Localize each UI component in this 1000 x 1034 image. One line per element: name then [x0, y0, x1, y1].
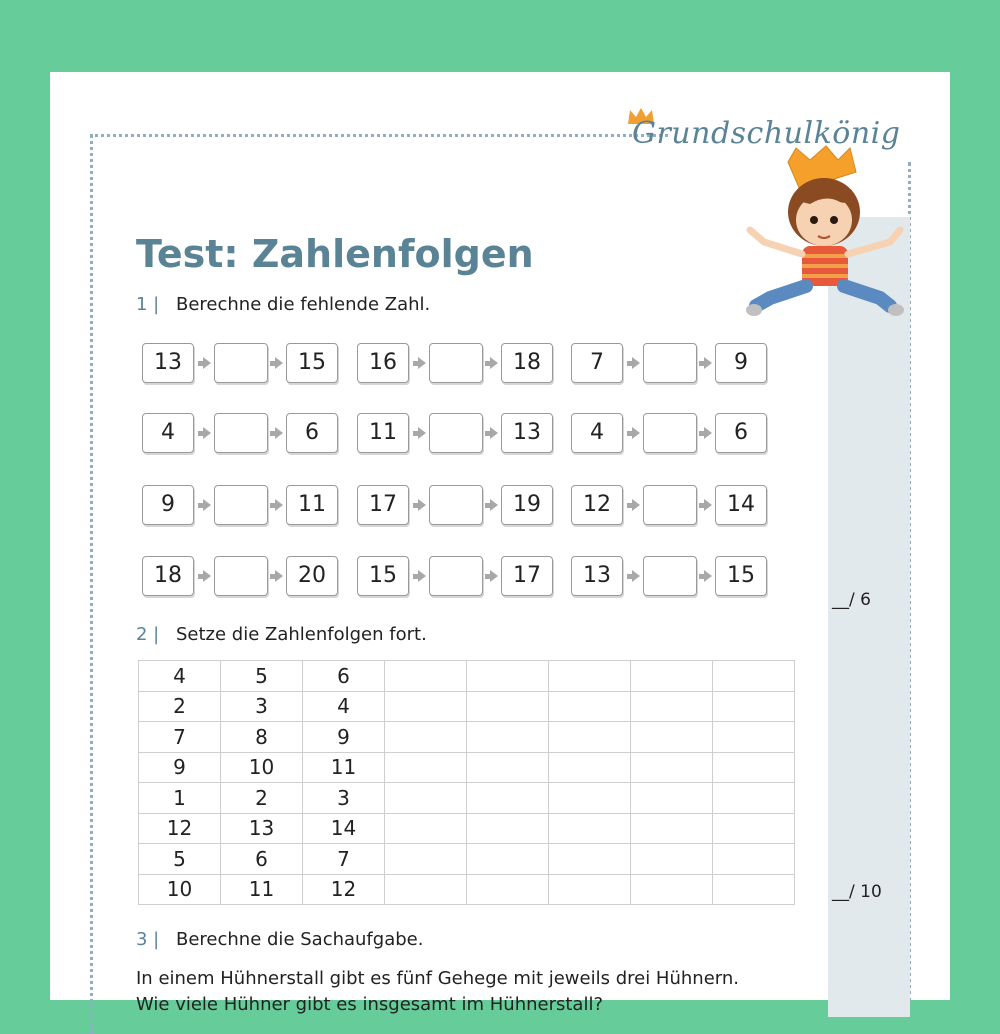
answer-box[interactable]	[643, 343, 697, 383]
arrow-right-icon	[275, 427, 283, 439]
number-box: 13	[571, 556, 623, 596]
answer-cell[interactable]	[385, 752, 467, 783]
word-problem-line-1: In einem Hühnerstall gibt es fünf Gehege mit jeweils drei Hühnern.	[136, 968, 739, 989]
sequence-table	[138, 660, 795, 905]
number-box: 4	[571, 413, 623, 453]
answer-cell[interactable]	[467, 813, 549, 844]
given-number-cell: 9	[139, 752, 221, 783]
dotted-border-top	[90, 134, 668, 137]
answer-cell[interactable]	[631, 661, 713, 692]
arrow-right-icon	[275, 499, 283, 511]
answer-cell[interactable]	[713, 844, 795, 875]
answer-cell[interactable]	[631, 783, 713, 814]
table-row	[139, 844, 795, 875]
task-2-number: 2 |	[136, 624, 160, 645]
task-3-heading	[136, 929, 423, 950]
task-2-text: Setze die Zahlenfolgen fort.	[176, 624, 427, 645]
given-number-cell: 7	[139, 722, 221, 753]
answer-cell[interactable]	[713, 874, 795, 905]
answer-cell[interactable]	[631, 844, 713, 875]
arrow-right-icon	[490, 427, 498, 439]
given-number-cell: 12	[139, 813, 221, 844]
given-number-cell: 6	[221, 844, 303, 875]
arrow-right-icon	[632, 427, 640, 439]
given-number-cell: 11	[221, 874, 303, 905]
answer-cell[interactable]	[713, 752, 795, 783]
given-number-cell: 13	[221, 813, 303, 844]
arrow-right-icon	[203, 570, 211, 582]
answer-cell[interactable]	[467, 722, 549, 753]
number-box: 15	[715, 556, 767, 596]
arrow-right-icon	[704, 357, 712, 369]
arrow-right-icon	[704, 499, 712, 511]
given-number-cell: 9	[303, 722, 385, 753]
answer-cell[interactable]	[467, 691, 549, 722]
answer-cell[interactable]	[549, 661, 631, 692]
arrow-right-icon	[490, 499, 498, 511]
answer-box[interactable]	[214, 413, 268, 453]
number-box: 17	[357, 485, 409, 525]
answer-cell[interactable]	[631, 722, 713, 753]
answer-cell[interactable]	[549, 691, 631, 722]
given-number-cell: 4	[139, 661, 221, 692]
answer-box[interactable]	[429, 556, 483, 596]
number-box: 16	[357, 343, 409, 383]
brand-logo: Grundschulkönig	[632, 116, 901, 151]
answer-cell[interactable]	[467, 752, 549, 783]
table-row	[139, 813, 795, 844]
given-number-cell: 6	[303, 661, 385, 692]
dotted-border-left	[90, 134, 93, 1034]
table-row	[139, 752, 795, 783]
arrow-right-icon	[632, 570, 640, 582]
answer-cell[interactable]	[713, 691, 795, 722]
table-row	[139, 783, 795, 814]
arrow-right-icon	[203, 357, 211, 369]
arrow-right-icon	[632, 499, 640, 511]
given-number-cell: 2	[221, 783, 303, 814]
number-box: 9	[142, 485, 194, 525]
given-number-cell: 5	[139, 844, 221, 875]
given-number-cell: 10	[139, 874, 221, 905]
answer-cell[interactable]	[385, 813, 467, 844]
answer-cell[interactable]	[467, 661, 549, 692]
table-row	[139, 722, 795, 753]
word-problem	[136, 966, 836, 1018]
answer-box[interactable]	[429, 413, 483, 453]
answer-cell[interactable]	[385, 844, 467, 875]
task-2-score: __/ 10	[832, 882, 882, 902]
table-row	[139, 661, 795, 692]
number-box: 17	[501, 556, 553, 596]
given-number-cell: 5	[221, 661, 303, 692]
answer-cell[interactable]	[385, 661, 467, 692]
number-box: 20	[286, 556, 338, 596]
arrow-right-icon	[418, 357, 426, 369]
task-1-text: Berechne die fehlende Zahl.	[176, 294, 431, 315]
arrow-right-icon	[418, 499, 426, 511]
boy-with-crown-icon	[740, 150, 880, 360]
word-problem-line-2: Wie viele Hühner gibt es insgesamt im Hühnerstall?	[136, 994, 604, 1015]
worksheet-page	[50, 72, 950, 1015]
number-box: 6	[286, 413, 338, 453]
answer-cell[interactable]	[631, 874, 713, 905]
answer-cell[interactable]	[549, 783, 631, 814]
arrow-right-icon	[275, 357, 283, 369]
task-3-text: Berechne die Sachaufgabe.	[176, 929, 424, 950]
given-number-cell: 11	[303, 752, 385, 783]
table-row	[139, 691, 795, 722]
number-box: 14	[715, 485, 767, 525]
arrow-right-icon	[632, 357, 640, 369]
given-number-cell: 4	[303, 691, 385, 722]
answer-cell[interactable]	[549, 752, 631, 783]
answer-cell[interactable]	[713, 722, 795, 753]
arrow-right-icon	[704, 427, 712, 439]
number-box: 11	[286, 485, 338, 525]
task-1-number: 1 |	[136, 294, 160, 315]
number-box: 12	[571, 485, 623, 525]
number-box: 18	[142, 556, 194, 596]
answer-cell[interactable]	[549, 844, 631, 875]
number-box: 11	[357, 413, 409, 453]
number-box: 19	[501, 485, 553, 525]
answer-cell[interactable]	[549, 722, 631, 753]
given-number-cell: 3	[221, 691, 303, 722]
answer-box[interactable]	[214, 343, 268, 383]
answer-box[interactable]	[429, 343, 483, 383]
answer-box[interactable]	[643, 485, 697, 525]
answer-cell[interactable]	[385, 722, 467, 753]
answer-cell[interactable]	[549, 874, 631, 905]
arrow-right-icon	[704, 570, 712, 582]
answer-cell[interactable]	[549, 813, 631, 844]
arrow-right-icon	[275, 570, 283, 582]
given-number-cell: 2	[139, 691, 221, 722]
arrow-right-icon	[490, 570, 498, 582]
number-box: 13	[501, 413, 553, 453]
number-box: 7	[571, 343, 623, 383]
answer-box[interactable]	[214, 485, 268, 525]
answer-cell[interactable]	[631, 752, 713, 783]
answer-cell[interactable]	[385, 874, 467, 905]
number-box: 13	[142, 343, 194, 383]
task-1-score: __/ 6	[832, 590, 871, 610]
given-number-cell: 8	[221, 722, 303, 753]
number-box: 15	[286, 343, 338, 383]
number-box: 4	[142, 413, 194, 453]
arrow-right-icon	[418, 427, 426, 439]
number-box: 15	[357, 556, 409, 596]
answer-box[interactable]	[429, 485, 483, 525]
given-number-cell: 3	[303, 783, 385, 814]
answer-box[interactable]	[214, 556, 268, 596]
answer-cell[interactable]	[631, 691, 713, 722]
answer-cell[interactable]	[385, 783, 467, 814]
page-title: Test: Zahlenfolgen	[136, 232, 534, 276]
answer-cell[interactable]	[631, 813, 713, 844]
arrow-right-icon	[203, 499, 211, 511]
arrow-right-icon	[418, 570, 426, 582]
answer-cell[interactable]	[467, 783, 549, 814]
answer-cell[interactable]	[713, 783, 795, 814]
given-number-cell: 12	[303, 874, 385, 905]
given-number-cell: 14	[303, 813, 385, 844]
given-number-cell: 7	[303, 844, 385, 875]
task-2-heading	[136, 624, 427, 645]
answer-box[interactable]	[643, 556, 697, 596]
number-box: 6	[715, 413, 767, 453]
answer-cell[interactable]	[713, 813, 795, 844]
answer-cell[interactable]	[385, 691, 467, 722]
task-1-heading	[136, 294, 430, 315]
table-row	[139, 874, 795, 905]
answer-cell[interactable]	[467, 844, 549, 875]
arrow-right-icon	[490, 357, 498, 369]
number-box: 9	[715, 343, 767, 383]
task-3-number: 3 |	[136, 929, 160, 950]
answer-cell[interactable]	[713, 661, 795, 692]
answer-cell[interactable]	[467, 874, 549, 905]
answer-box[interactable]	[643, 413, 697, 453]
given-number-cell: 10	[221, 752, 303, 783]
given-number-cell: 1	[139, 783, 221, 814]
number-box: 18	[501, 343, 553, 383]
arrow-right-icon	[203, 427, 211, 439]
